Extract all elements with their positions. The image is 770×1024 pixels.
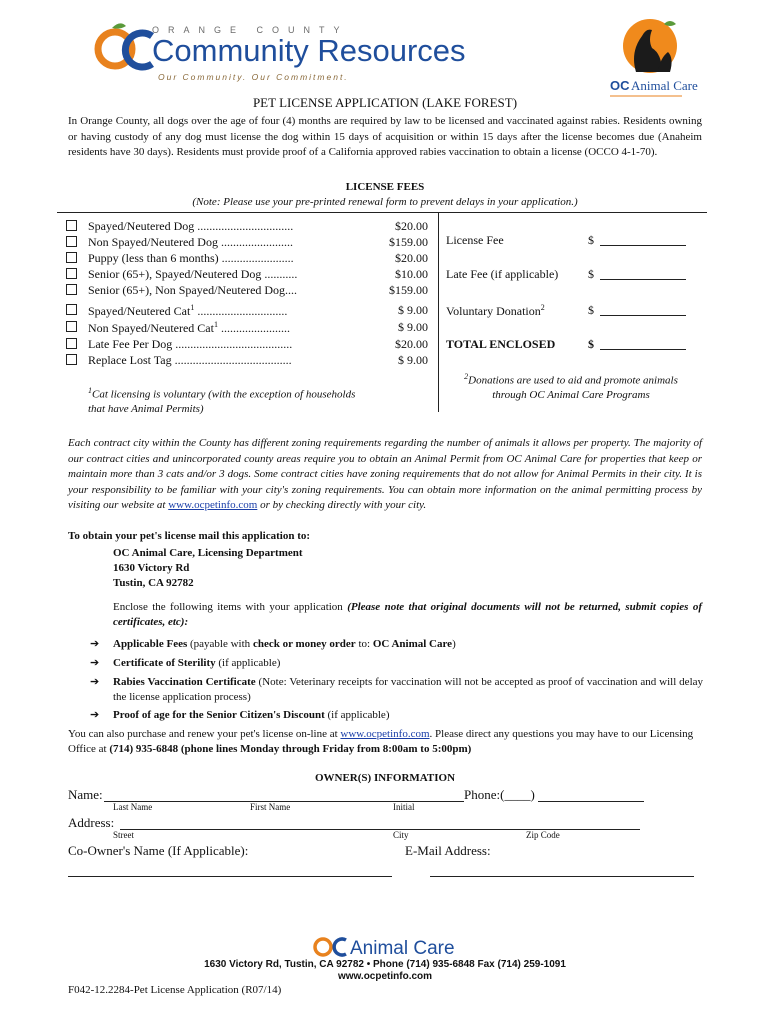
fee-amount: $20.00: [395, 337, 428, 351]
svg-text:OC: OC: [610, 78, 630, 93]
fee-label-text: Non Spayed/Neutered Cat: [88, 321, 214, 335]
total-label: Voluntary Donation: [446, 304, 541, 318]
total-row-late-fee: [446, 267, 696, 282]
org-title: Community Resources: [152, 33, 466, 68]
total-row-license-fee: [446, 233, 696, 248]
late-fee-field[interactable]: [600, 267, 686, 280]
total-enclosed-field[interactable]: [600, 337, 686, 350]
fee-amount: $20.00: [395, 251, 428, 265]
fee-row[interactable]: [66, 320, 428, 337]
item-bold: Rabies Vaccination Certificate: [113, 676, 256, 688]
website-link[interactable]: www.ocpetinfo.com: [168, 499, 258, 511]
phone-label: Phone:(____): [464, 787, 535, 802]
county-label: ORANGE COUNTY: [152, 25, 349, 35]
fee-dots: ..............................: [194, 304, 288, 318]
item-bold: Applicable Fees: [113, 638, 188, 650]
page-title: PET LICENSE APPLICATION (LAKE FOREST): [252, 95, 518, 110]
dollar-sign: $: [588, 337, 594, 351]
fees-divider: [438, 212, 439, 412]
item-text: (if applicable): [215, 657, 281, 669]
coowner-label: Co-Owner's Name (If Applicable):: [68, 843, 249, 858]
fee-label: Replace Lost Tag .......................................: [88, 353, 292, 367]
online-text: You can also purchase and renew your pet's license on-line at: [68, 728, 341, 740]
fee-checkbox[interactable]: [66, 268, 77, 279]
enclose-paragraph: [113, 600, 702, 630]
item-bold: check or money order: [252, 638, 356, 650]
city-hint: City: [393, 830, 409, 840]
fee-amount: $20.00: [395, 219, 428, 233]
item-text: (Note: Veterinary receipts for vaccination will not be accepted as proof of vaccination and will delay the license application process): [113, 676, 704, 703]
item-bold: Proof of age for the Senior Citizen's Discount: [113, 709, 325, 721]
arrow-icon: ➔: [90, 638, 100, 650]
footer-address: 1630 Victory Rd, Tustin, CA 92782 • Phone (714) 935-6848 Fax (714) 259-1091: [204, 959, 566, 970]
form-number: F042-12.2284-Pet License Application (R07/14): [68, 984, 282, 996]
fee-label: Late Fee Per Dog .......................................: [88, 337, 293, 351]
fee-label: Spayed/Neutered Dog ................................: [88, 219, 294, 233]
item-bold: OC Animal Care: [372, 638, 453, 650]
fee-label: Puppy (less than 6 months) ........................: [88, 251, 294, 265]
footnote-mark: 2: [464, 372, 469, 381]
licensing-phone: (714) 935-6848 (phone lines Monday through Friday from 8:00am to 5:00pm): [109, 743, 472, 755]
fee-label: [88, 303, 287, 319]
fee-row[interactable]: [66, 267, 428, 284]
first-name-hint: First Name: [250, 802, 291, 812]
item-text: ): [452, 638, 456, 650]
fee-checkbox[interactable]: [66, 252, 77, 263]
zoning-text: Each contract city within the County has different zoning requirements regarding the number of animals it allows per property. The majority of our contract cities and unincorporated county areas require you to obtain an Animal Permit from OC Animal Care for properties that keep or maintain more than 3 cats and/or 3 dogs. Some contract cities have zoning requirements that do not allow for Animal Permits in their city. It is your responsibility to be familiar with your city's zoning requirements. You can obtain more information on the animal permitting process by visiting our website at: [68, 437, 702, 511]
fee-checkbox[interactable]: [66, 220, 77, 231]
fee-label: Senior (65+), Non Spayed/Neutered Dog....: [88, 283, 298, 297]
footnote-donation: [446, 370, 696, 402]
fee-checkbox[interactable]: [66, 338, 77, 349]
total-row-enclosed: [446, 337, 696, 352]
fee-row[interactable]: [66, 251, 428, 268]
item-bold: Certificate of Sterility: [113, 657, 216, 669]
fee-label: Senior (65+), Spayed/Neutered Dog ...........: [88, 267, 298, 281]
coowner-field[interactable]: [68, 876, 392, 877]
fee-checkbox[interactable]: [66, 354, 77, 365]
fees-top-rule: [57, 212, 707, 213]
footer-logo-text: Animal Care: [350, 938, 455, 959]
enclose-text: Enclose the following items with your application: [113, 601, 348, 613]
fees-note: (Note: Please use your pre-printed renewal form to prevent delays in your application.): [192, 196, 578, 208]
footnote-mark: 2: [540, 303, 545, 312]
dollar-sign: $: [588, 267, 594, 281]
fee-amount: $ 9.00: [398, 320, 428, 334]
online-text: . Please direct any questions you may have to our Licensing Office at: [68, 728, 694, 755]
last-name-hint: Last Name: [113, 802, 153, 812]
arrow-icon: ➔: [90, 676, 100, 688]
animal-care-logo-icon: [606, 14, 698, 104]
total-label: License Fee: [446, 233, 504, 247]
fee-dots: .......................: [217, 321, 290, 335]
fee-amount: $159.00: [389, 283, 428, 297]
owner-title: OWNER(S) INFORMATION: [314, 772, 456, 784]
fee-label: [88, 320, 290, 336]
fee-amount: $ 9.00: [398, 303, 428, 317]
online-link[interactable]: www.ocpetinfo.com: [340, 728, 430, 740]
arrow-icon: ➔: [90, 709, 100, 721]
name-label: Name:: [68, 787, 103, 802]
footnote-mark: 1: [213, 320, 218, 329]
street-hint: Street: [113, 830, 134, 840]
fee-checkbox[interactable]: [66, 236, 77, 247]
enclose-note: (Please note that original documents will not be returned, submit copies of certificates, etc):: [113, 601, 702, 628]
fee-amount: $10.00: [395, 267, 428, 281]
fee-label: Non Spayed/Neutered Dog ........................: [88, 235, 293, 249]
fee-row[interactable]: [66, 235, 428, 252]
total-label: TOTAL ENCLOSED: [446, 337, 556, 351]
arrow-icon: ➔: [90, 657, 100, 669]
email-field[interactable]: [430, 876, 694, 877]
zoning-tail: or by checking directly with your city.: [257, 499, 427, 511]
footer-website[interactable]: www.ocpetinfo.com: [337, 971, 433, 982]
address-field[interactable]: [120, 829, 640, 830]
fee-label-text: Spayed/Neutered Cat: [88, 304, 191, 318]
address-label: Address:: [68, 815, 115, 830]
item-text: (if applicable): [324, 709, 390, 721]
dollar-sign: $: [588, 233, 594, 247]
fee-checkbox[interactable]: [66, 321, 77, 332]
footnote-mark: 1: [88, 386, 92, 395]
footer-logo-icon: [312, 932, 482, 960]
fee-checkbox[interactable]: [66, 304, 77, 315]
mail-address-line: OC Animal Care, Licensing Department: [113, 547, 303, 559]
online-paragraph: [68, 727, 702, 757]
mail-address-line: 1630 Victory Rd: [113, 562, 190, 574]
zip-hint: Zip Code: [526, 830, 560, 840]
footnote-text: Donations are used to aid and promote animals through OC Animal Care Programs: [468, 374, 678, 401]
footnote-cat: [88, 384, 358, 416]
fee-row[interactable]: [66, 353, 428, 370]
fee-row[interactable]: [66, 283, 428, 300]
org-tagline: Our Community. Our Commitment.: [158, 72, 349, 82]
dollar-sign: $: [588, 303, 594, 317]
footnote-mark: 1: [190, 303, 195, 312]
fee-row[interactable]: [66, 303, 428, 320]
email-label: E-Mail Address:: [405, 843, 491, 858]
fees-title: LICENSE FEES: [345, 181, 425, 193]
phone-field[interactable]: [538, 801, 644, 802]
fee-row[interactable]: [66, 219, 428, 236]
animal-care-logo-text: Animal Care: [631, 78, 698, 93]
license-fee-field[interactable]: [600, 233, 686, 246]
mail-heading: To obtain your pet's license mail this application to:: [68, 530, 311, 542]
total-label: Late Fee (if applicable): [446, 267, 559, 281]
fee-amount: $ 9.00: [398, 353, 428, 367]
oc-logo-icon: [92, 22, 154, 72]
fee-row[interactable]: [66, 337, 428, 354]
intro-paragraph: In Orange County, all dogs over the age of four (4) months are required by law to be licensed and vaccinated against rabies. Residents owning or having custody of any dog must license the dog within 15 days of acquisition or within 15 days after the license becomes due (Anaheim residents have 30 days). Residents must provide proof of a California approved rabies vaccination to obtain a license (OCCO 4-1-70).: [68, 115, 702, 158]
total-row-donation: [446, 303, 696, 319]
zoning-paragraph: [68, 436, 702, 514]
footnote-text: Cat licensing is voluntary (with the exception of households that have Animal Permits): [88, 388, 356, 415]
fee-amount: $159.00: [389, 235, 428, 249]
item-text: to:: [355, 638, 373, 650]
fee-checkbox[interactable]: [66, 284, 77, 295]
initial-hint: Initial: [393, 802, 415, 812]
mail-address-line: Tustin, CA 92782: [113, 577, 194, 589]
item-text: (payable with: [187, 638, 253, 650]
donation-field[interactable]: [600, 303, 686, 316]
